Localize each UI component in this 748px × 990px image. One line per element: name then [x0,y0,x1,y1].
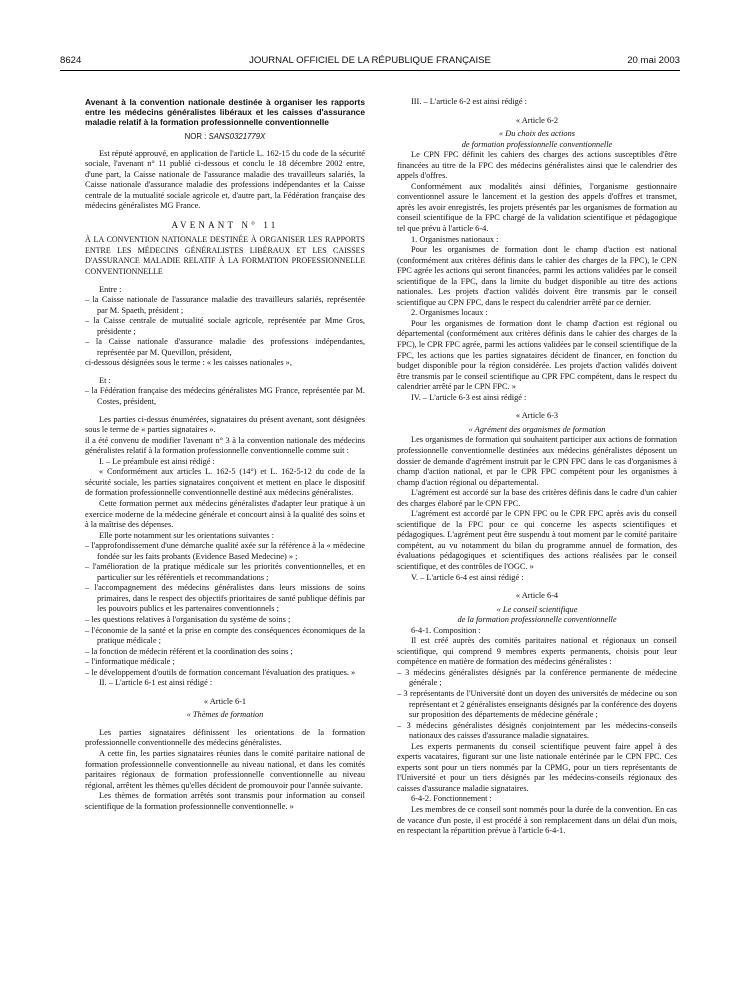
article-6-3-heading: « Article 6-3 [515,411,559,421]
article-6-3-paragraph: L'agrément est accordé par le CPN FPC ou le CPR FPC après avis du conseil scientifique de la FPC pour ce qui concerne les aspects scientifiques et pédagogiques. L'agrément peut être suspendu à tout moment par le comité paritaire compétent, au vu notamment du bilan du programme annuel de formation, des évaluations pédagogiques et scientifiques des actions réalisées par le conseil scientifique, et des contrôles de l'OGC. » [397,509,677,571]
journal-title: JOURNAL OFFICIEL DE LA RÉPUBLIQUE FRANÇAISE [249,55,491,66]
article-6-4-paragraph: Les experts permanents du conseil scientifique peuvent faire appel à des experts vacataires, figurant sur une liste nationale entérinée par le CPN FPC. Ces experts sont pour un tiers nommés par la CPMG, pour un tiers représentants de l'Université et pour un tiers désignés par les médecins-conseils régionaux des caisses d'assurance maladie signataires. [397,741,677,793]
federation-item: – la Fédération française des médecins généralistes MG France, représentée par M. Costes, président, [85,386,365,407]
article-6-4-subtitle: « Le conseil scientifique [496,604,578,614]
intro-paragraph: Est réputé approuvé, en application de l'article L. 162-15 du code de la sécurité sociale, l'avenant n° 11 publié ci-dessous et conclu le 18 décembre 2002 entre, d'une part, la Caisse nationale de l'assurance maladie des travailleurs salariés, la Caisse nationale d'assurance maladie des professions indépendantes et la Caisse centrale de la mutualité sociale agricole et, d'autre part, la Fédération française des médecins généralistes MG France. [85,148,365,211]
designees-text: ci-dessous désignées sous le terme : « les caisses nationales », [85,358,292,368]
article-6-1-paragraph: A cette fin, les parties signataires réunies dans le comité paritaire national de formation professionnelle conventionnelle au niveau national, et dans les comités paritaires régionaux de formation professionnelle conventionnelle au niveau régional, arrêtent les thèmes qu'elles décident de promouvoir pour l'année suivante. [85,748,365,790]
formation-paragraph: Cette formation permet aux médecins généralistes d'adapter leur pratique à un exercice moderne de la médecine générale et concourt ainsi à la qualité des soins et à la maîtrise des dépenses. [85,498,365,530]
right-column [397,97,677,837]
orientation-item: – l'amélioration de la pratique médicale sur les priorités conventionnelles, et en particulier sur les référentiels et recommandations ; [85,562,365,582]
article-6-2-intro: III. – L'article 6-2 est ainsi rédigé : [411,97,527,106]
orientation-item: – l'économie de la santé et la prise en compte des conséquences économiques de la pratique médicale ; [85,625,365,646]
article-6-2-paragraph: Pour les organismes de formation dont le champ d'action est national (conformément aux critères définis dans le cahier des charges de la FPC), le CPN FPC agrée les actions qui seront financées, parmi les actions validées par le conseil scientifique de la FPC, dans la limite du budget disponible au titre des actions nationales. Les projets d'action validés doivent être transmis par le conseil scientifique au CPN FPC, dans le respect du calendrier arrêté par ce dernier. [397,245,677,307]
orientation-item: – l'informatique médicale ; [85,657,175,667]
avenant-heading: AVENANT N° 11 [171,219,279,230]
article-6-3-paragraph: L'agrément est accordé sur la base des critères définis dans le cadre d'un cahier des charges élaboré par le CPN FPC. [397,488,677,508]
article-6-2-subtitle: de formation professionnelle conventionnelle [461,139,613,149]
article-6-3-intro: IV. – L'article 6-3 est ainsi rédigé : [411,392,527,402]
organismes-locaux-heading: 2. Organismes locaux : [411,308,488,318]
article-6-2-paragraph: Pour les organismes de formation dont le champ d'action est régional ou départemental (conformément aux critères définis dans le cahier des charges de la FPC), le CPR FPC agrée, parmi les actions validées par le conseil scientifique de la FPC, les actions que les parties signataires décident de financer, en fonction du budget disponible pour la région considérée. Les projets d'action validés doivent être transmis par le conseil scientifique au CPR FPC compétent, dans le respect du calendrier arrêté par le CPN FPC. » [397,318,677,392]
article-6-3-paragraph: Les organismes de formation qui souhaitent participer aux actions de formation professionnelle conventionnelle destinées aux médecins généralistes déposent un dossier de demande d'agrément instruit par le CPN FPC dans le cas d'organismes à champ d'action national, et par le CPR FPC compétent pour les organismes à champ d'action régional ou départemental. [397,435,677,487]
nor-code: SANS0321779X [208,132,266,141]
article-6-4-paragraph: Les membres de ce conseil sont nommés pour la durée de la convention. En cas de vacance d'un poste, il est procédé à son remplacement dans un délai d'un mois, en respectant la répartition prévue à l'article 6-4-1. [397,805,677,836]
document-title: Avenant à la convention nationale destinée à organiser les rapports entre les médecins généralistes libéraux et les caisses d'assurance maladie relatif à la formation professionnelle conventionnelle [85,97,365,127]
orientation-item: – les questions relatives à l'organisation du système de soins ; [85,614,291,624]
parties-signataires: Les parties ci-dessus énumérées, signataires du présent avenant, sont désignées sous le terme de « parties signataires ». [85,414,365,435]
article-6-1-heading: « Article 6-1 [203,696,247,706]
article-6-2-paragraph: Conformément aux modalités ainsi définies, l'organisme gestionnaire conventionnel assure le lancement et la gestion des appels d'offres et transmet, après les avoir enregistrés, les projets présentés par les organismes de formation au conseil scientifique de la FPC chargé de la validation scientifique et pédagogique tel que prévu à l'article 6-4. [397,181,677,234]
article-6-2-subtitle: « Du choix des actions [498,129,575,139]
page-number: 8624 [60,55,82,66]
orientation-item: – l'accompagnement des médecins généralistes dans leurs missions de soins primaires, dans le respect des objectifs prioritaires de santé publique définis par les pouvoirs publics et les partenaires conventionnels ; [85,583,365,614]
header-rule [60,70,680,71]
member-item: – 3 représentants de l'Université dont un doyen des universités de médecine ou son représentant et 2 généralistes enseignants désignés par la conférence des doyens sur proposition des départements de médecine générale ; [397,688,677,720]
preambule-heading: I. – Le préambule est ainsi rédigé : [99,456,215,466]
party-item: – la Caisse nationale de l'assurance maladie des travailleurs salariés, représentée par M. Spaeth, président ; [85,295,365,315]
article-6-2-paragraph: Le CPN FPC définit les cahiers des charges des actions susceptibles d'être financées au titre de la FPC des médecins généralistes ainsi que le calendrier des appels d'offres. [397,150,677,181]
article-6-1-subtitle: « Thèmes de formation [186,710,264,720]
orientation-item: – la fonction de médecin référent et la coordination des soins ; [85,646,293,656]
article-6-2-heading: « Article 6-2 [515,115,559,125]
issue-date: 20 mai 2003 [627,55,680,66]
fonctionnement-heading: 6-4-2. Fonctionnement : [411,794,492,804]
page-header [60,55,680,69]
article-6-1-intro: II. – L'article 6-1 est ainsi rédigé : [99,678,213,688]
convention-title: À LA CONVENTION NATIONALE DESTINÉE À ORGANISER LES RAPPORTS ENTRE LES MÉDECINS GÉNÉRALISTES LIBÉRAUX ET LES CAISSES D'ASSURANCE MALADIE RELATIF À LA FORMATION PROFESSIONNELLE CONVENTIONNELLE [85,235,365,277]
member-item: – 3 médecins généralistes désignés par la conférence permanente de médecine générale ; [397,667,677,688]
member-item: – 3 médecins généralistes désignés conjointement par les médecins-conseils nationaux des caisses d'assurance maladie signataires. [397,720,677,741]
article-6-4-paragraph: Il est créé auprès des comités paritaires national et régionaux un conseil scientifique, qui comprend 9 membres experts permanents, choisis pour leur compétence en matière de formation des médecins généralistes : [397,636,677,667]
nor-reference: NOR : SANS0321779X [184,132,266,141]
article-6-4-intro: V. – L'article 6-4 est ainsi rédigé : [411,572,524,582]
orientation-item: – le développement d'outils de formation concernant l'évaluation des pratiques. » [85,667,356,677]
article-6-1-paragraph: Les thèmes de formation arrêtés sont transmis pour information au conseil scientifique de la formation professionnelle conventionnelle. » [85,791,365,811]
party-item: – la Caisse nationale d'assurance maladie des professions indépendantes, représentée par M. Quevillon, président, [85,337,365,357]
article-6-4-subtitle: de la formation professionnelle conventionnelle [457,615,617,625]
left-column [85,97,365,812]
orientation-item: – l'approfondissement d'une démarche qualité axée sur la référence à la « médecine fondée sur les faits probants (Evidence Based Medecine) » ; [85,541,365,561]
convenu-text: il a été convenu de modifier l'avenant n° 3 à la convention nationale des médecins généralistes relatif à la formation professionnelle conventionnelle comme suit : [85,435,365,456]
article-6-4-heading: « Article 6-4 [515,591,559,601]
organismes-nationaux-heading: 1. Organismes nationaux : [411,234,499,244]
entre-label: Entre : [99,284,122,294]
et-label: Et : [99,375,111,385]
orientations-intro: Elle porte notamment sur les orientations suivantes : [99,530,274,540]
composition-heading: 6-4-1. Composition : [411,625,481,635]
conformement-paragraph: « Conformément aux articles L. 162-5 (14°) et L. 162-5-12 du code de la sécurité sociale, les parties signataires conçoivent et mettent en place le dispositif de formation professionnelle conventionnelle destiné aux médecins généralistes. [85,467,365,498]
party-item: – la Caisse centrale de mutualité sociale agricole, représentée par Mme Gros, présidente ; [85,316,365,336]
article-6-3-subtitle: « Agrément des organismes de formation [468,424,606,434]
article-6-1-paragraph: Les parties signataires définissent les orientations de la formation professionnelle conventionnelle des médecins généralistes. [85,727,365,748]
